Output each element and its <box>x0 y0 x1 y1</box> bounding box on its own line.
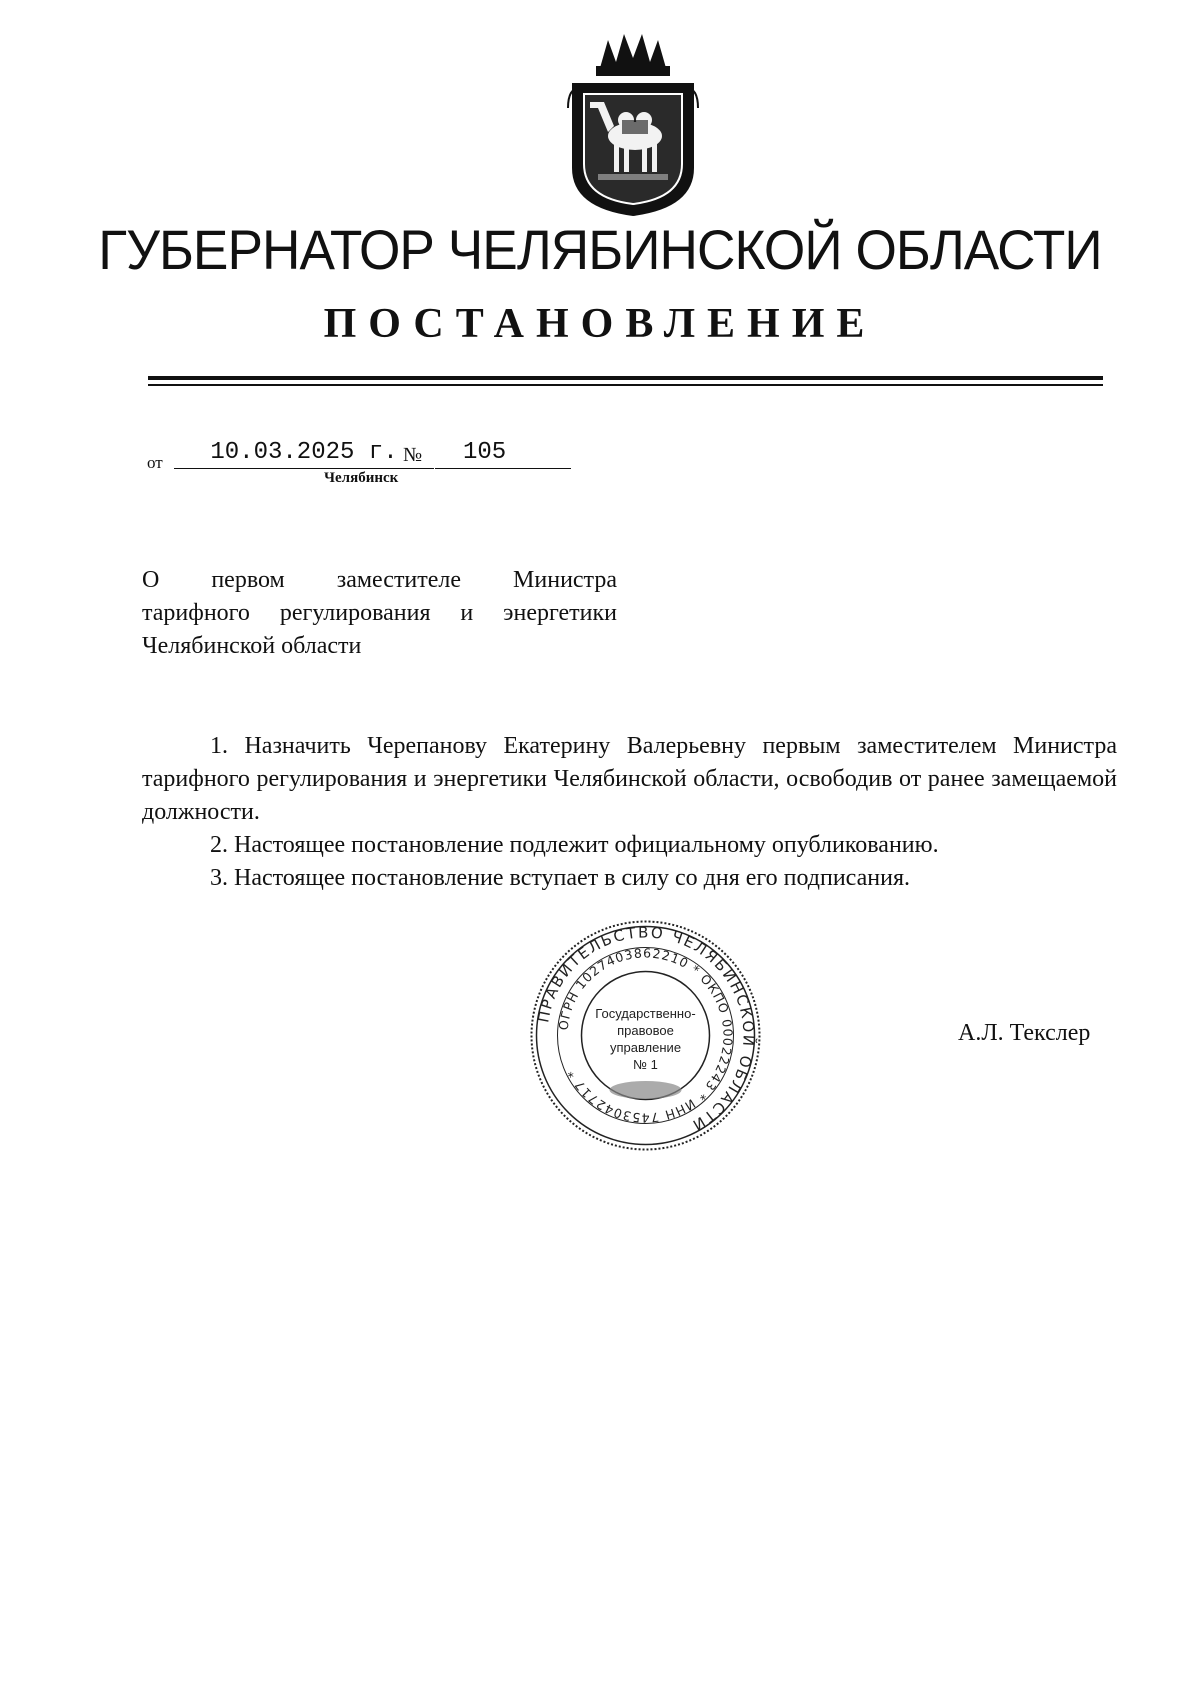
body-paragraph: 2. Настоящее постановление подлежит официальному опубликованию. <box>210 832 939 858</box>
document-body <box>142 730 1117 895</box>
subject-line: тарифного регулирования и энергетики <box>142 600 617 626</box>
document-subject <box>142 564 617 663</box>
document-city: Челябинск <box>324 470 399 486</box>
document-authority: ГУБЕРНАТОР ЧЕЛЯБИНСКОЙ ОБЛАСТИ <box>98 218 1102 281</box>
body-paragraph: 1. Назначить Черепанову Екатерину Валерьевну первым заместителем Министра тарифного регулирования и энергетики Челябинской области, освободив от ранее замещаемой должности. <box>142 733 1117 825</box>
date-prefix: от <box>147 453 163 472</box>
subject-line: Челябинской области <box>142 633 362 659</box>
header-rule-thick <box>148 376 1103 380</box>
body-paragraph: 3. Настоящее постановление вступает в силу со дня его подписания. <box>210 865 911 891</box>
signatory-name: А.Л. Текслер <box>958 1020 1091 1046</box>
seal-outer-text: ПРАВИТЕЛЬСТВО ЧЕЛЯБИНСКОЙ ОБЛАСТИ <box>534 923 758 1136</box>
seal-ring-text: ОГРН 1027403862210 * ОКПО 00022243 * ИНН 7453042717 * <box>555 945 736 1126</box>
seal-center-line: № 1 <box>633 1057 658 1072</box>
seal-center-line: правовое <box>617 1023 674 1038</box>
document-type: ПОСТАНОВЛЕНИЕ <box>323 301 877 347</box>
document-number: 105 <box>435 439 571 469</box>
header-rule-thin <box>148 384 1103 386</box>
subject-line: О первом заместителе Министра <box>142 567 617 593</box>
coat-of-arms-icon <box>560 28 706 218</box>
seal-center-line: управление <box>609 1040 682 1055</box>
seal-center-line: Государственно- <box>595 1006 696 1021</box>
document-date: 10.03.2025 г. <box>174 439 434 469</box>
number-sign: № <box>403 444 423 466</box>
official-seal <box>528 918 763 1153</box>
